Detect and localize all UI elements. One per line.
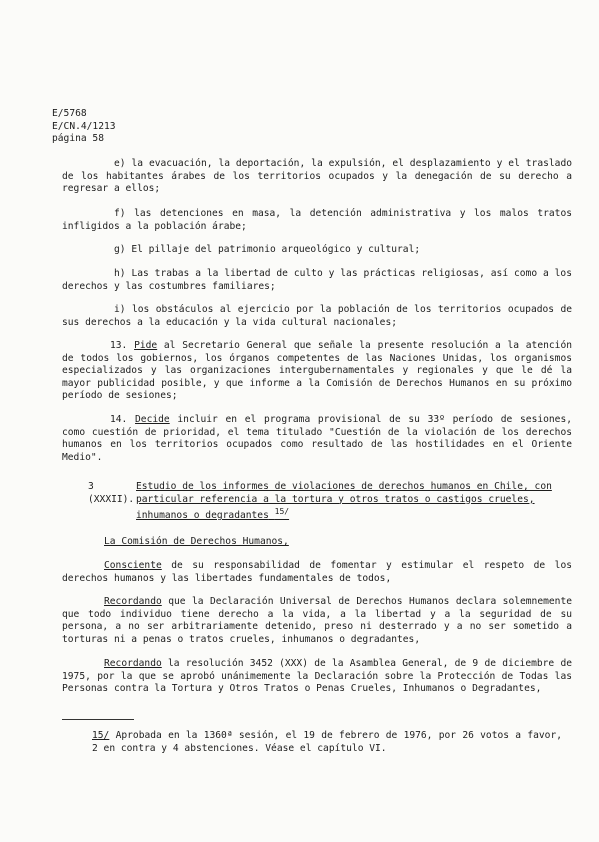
preamble-verb: Recordando (104, 596, 162, 607)
operative-verb: Decide (135, 414, 170, 425)
paragraph-number: 14. (110, 414, 128, 425)
preamble-paragraph (62, 658, 572, 696)
list-item (62, 208, 572, 233)
footnote-text: Aprobada en la 1360ª sesión, el 19 de febrero de 1976, por 26 votos a favor, 2 en contra y 4 abstenciones. Véase el capítulo VI. (92, 730, 562, 754)
list-item (62, 244, 572, 257)
commission-heading (62, 536, 572, 549)
resolution-heading (88, 481, 568, 523)
resolution-title-text: Estudio de los informes de violaciones de derechos humanos en Chile, con particular referencia a la tortura y otros tratos o castigos crueles, inhumanos o degradantes (136, 481, 552, 522)
document-symbol: E/5768 (52, 108, 87, 119)
item-marker: f) (114, 208, 126, 219)
resolution-title (136, 481, 556, 523)
list-item (62, 158, 572, 196)
footnote-divider (62, 719, 134, 720)
item-text: El pillaje del patrimonio arqueológico y cultural; (131, 244, 421, 255)
preamble-verb: Recordando (104, 658, 162, 669)
operative-paragraph (62, 414, 572, 464)
operative-verb: Pide (134, 340, 158, 351)
document-symbol-secondary: E/CN.4/1213 (52, 120, 116, 132)
item-marker: i) (114, 304, 126, 315)
preamble-paragraph (62, 596, 572, 646)
paragraph-text: de su responsabilidad de fomentar y estimular el respeto de los derechos humanos y las libertades fundamentales de todos, (62, 560, 572, 584)
item-text: Las trabas a la libertad de culto y las prácticas religiosas, así como a los derechos y las costumbres familiares; (62, 268, 572, 292)
item-text: la evacuación, la deportación, la expulsión, el desplazamiento y el traslado de los habitantes árabes de los territorios ocupados y la denegación de su derecho a regresar a ellos; (62, 158, 572, 194)
list-item (62, 268, 572, 293)
list-item (62, 304, 572, 329)
item-text: los obstáculos al ejercicio por la población de los territorios ocupados de sus derechos a la educación y la vida cultural nacionales; (62, 304, 572, 328)
paragraph-number: 13. (110, 340, 128, 351)
paragraph-text: incluir en el programa provisional de su 33º período de sesiones, como cuestión de prioridad, el tema titulado "Cuestión de la violación de los derechos humanos en los territorios ocupados como resultado de las hostilidades en el Oriente Medio". (62, 414, 573, 463)
item-marker: h) (114, 268, 126, 279)
footnote-marker: 15/ (92, 730, 110, 741)
footnote (92, 730, 562, 755)
paragraph-text: al Secretario General que señale la presente resolución a la atención de todos los gobiernos, los órganos competentes de las Naciones Unidas, los organismos especializados y las organizaciones intergubernamentales y regionales y que le dé la mayor publicidad posible, y que informe a la Comisión de Derechos Humanos en su próximo período de sesiones; (62, 340, 572, 401)
item-marker: g) (114, 244, 126, 255)
paragraph-text: que la Declaración Universal de Derechos Humanos declara solemnemente que todo individuo tiene derecho a la vida, a la libertad y a la seguridad de su persona, a no ser arbitrariamente detenido, preso ni desterrado y a no ser sometido a torturas ni a penas o tratos crueles, inhumanos o degradantes, (62, 596, 572, 645)
footnote-ref: 15/ (274, 507, 290, 516)
paragraph-text: la resolución 3452 (XXX) de la Asamblea General, de 9 de diciembre de 1975, por la que se aprobó unánimemente la Declaración sobre la Protección de Todas las Personas contra la Tortura y Otros Tratos o Penas Crueles, Inhumanos o Degradantes, (62, 658, 572, 694)
commission-name: La Comisión de Derechos Humanos, (104, 536, 289, 547)
page-number: página 58 (52, 133, 104, 144)
preamble-paragraph (62, 560, 572, 585)
preamble-verb: Consciente (104, 560, 162, 571)
operative-paragraph (62, 340, 572, 403)
item-marker: e) (114, 158, 126, 169)
item-text: las detenciones en masa, la detención administrativa y los malos tratos infligidos a la población árabe; (62, 208, 572, 232)
document-header (52, 108, 116, 146)
resolution-number: 3 (XXXII). (88, 481, 135, 505)
